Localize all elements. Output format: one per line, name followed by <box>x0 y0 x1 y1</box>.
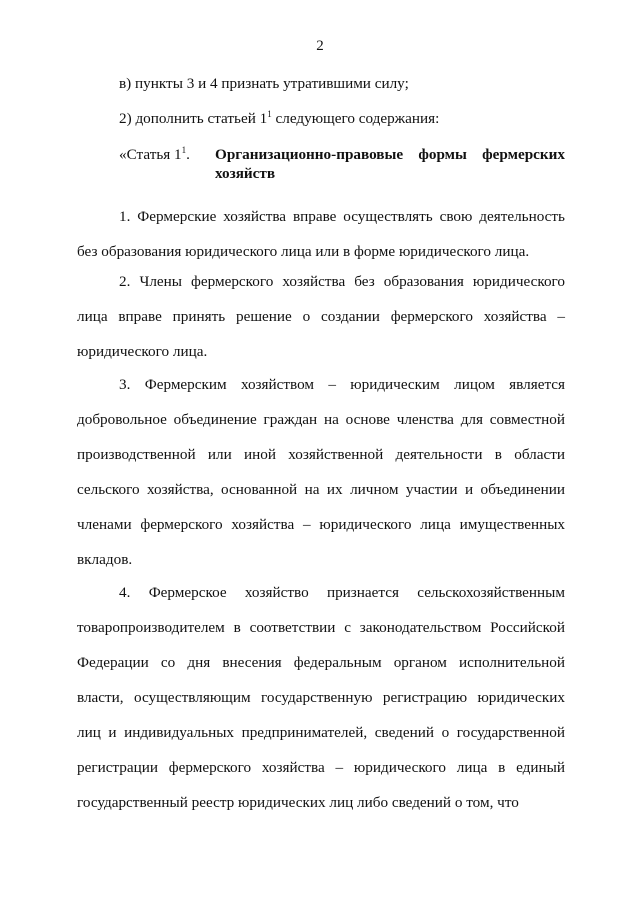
item-v <box>77 66 565 101</box>
paragraph-2: 2. Члены фермерского хозяйства без образования юридического лица вправе принять решение о создании фермерского хозяйства – юридического лица. <box>77 273 565 360</box>
item-2-add-article <box>77 101 565 136</box>
article-label-suffix: . <box>186 146 190 163</box>
article-heading <box>119 145 565 183</box>
page-number: 2 <box>316 38 324 54</box>
article-title: Организационно-правовые формы фермерских хозяйств <box>215 146 565 182</box>
article-label-superscript: 1 <box>181 144 187 155</box>
paragraph-1: 1. Фермерские хозяйства вправе осуществлять свою деятельность без образования юридического лица или в форме юридического лица. <box>77 208 565 260</box>
paragraph-4: 4. Фермерское хозяйство признается сельскохозяйственным товаропроизводителем в соответствии с законодательством Российской Федерации со дня внесения федеральным органом исполнительной власти, осуществляющим государственную регистрацию юридических лиц и индивидуальных предпринимателей, сведений о государственной регистрации фермерского хозяйства – юридического лица в единый государственный реестр юридических лиц либо сведений о том, что <box>77 584 565 811</box>
item-v-text: в) пункты 3 и 4 признать утратившими силу; <box>119 75 409 92</box>
item-2-superscript: 1 <box>267 108 272 119</box>
article-label <box>119 145 215 183</box>
item-2-suffix: следующего содержания: <box>271 110 440 127</box>
item-2-prefix: 2) дополнить статьей 1 <box>119 110 268 127</box>
paragraph-3: 3. Фермерским хозяйством – юридическим лицом является добровольное объединение граждан на основе членства для совместной производственной или иной хозяйственной деятельности в области сельского хозяйства, основанной на их личном участии и объединении членами фермерского хозяйства – юридического лица имущественных вкладов. <box>77 376 565 568</box>
article-label-prefix: «Статья 1 <box>119 146 182 163</box>
